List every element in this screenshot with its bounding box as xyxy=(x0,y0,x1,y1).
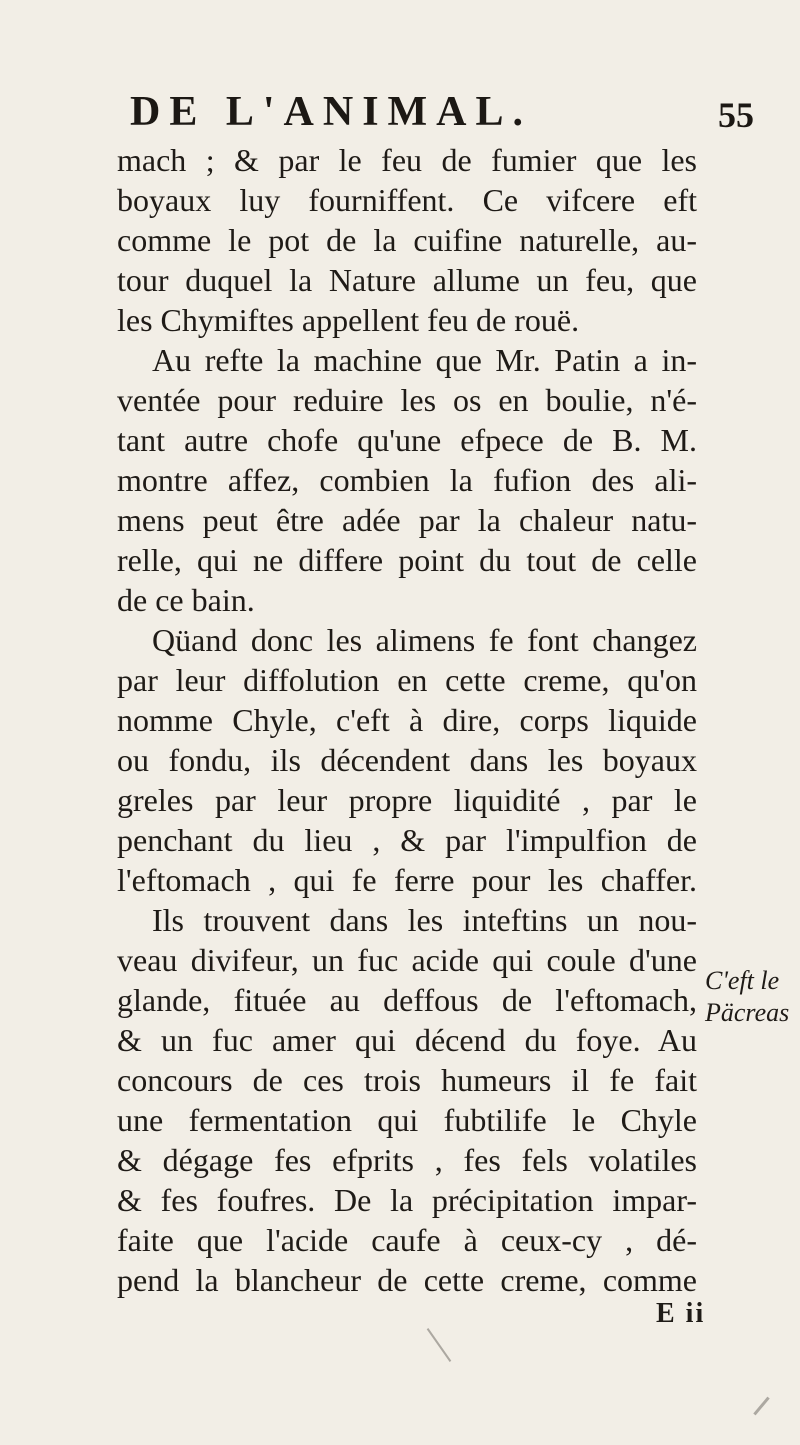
page-number: 55 xyxy=(718,95,754,135)
text-line: l'eftomach , qui fe ferre pour les chaffer. xyxy=(117,862,697,898)
text-line: greles par leur propre liquidité , par le xyxy=(117,782,697,818)
text-line: les Chymiftes appellent feu de rouë. xyxy=(117,302,580,338)
text-line: faite que l'acide caufe à ceux-cy , dé- xyxy=(117,1222,697,1258)
text-line: relle, qui ne differe point du tout de celle xyxy=(117,542,697,578)
text-line: penchant du lieu , & par l'impulfion de xyxy=(117,822,697,858)
paper-blemish xyxy=(753,1397,769,1416)
text-line: montre affez, combien la fufion des ali- xyxy=(117,462,697,498)
text-line: ventée pour reduire les os en boulie, n'é- xyxy=(117,382,697,418)
text-line: par leur diffolution en cette creme, qu'on xyxy=(117,662,697,698)
running-head-title: DE L'ANIMAL. xyxy=(130,89,533,135)
text-line: tour duquel la Nature allume un feu, que xyxy=(117,262,697,298)
text-line: tant autre chofe qu'une efpece de B. M. xyxy=(117,422,697,458)
text-line: & dégage fes efprits , fes fels volatiles xyxy=(117,1142,697,1178)
text-line: Au refte la machine que Mr. Patin a in- xyxy=(152,342,697,378)
text-line: de ce bain. xyxy=(117,582,255,618)
margin-note: Päcreas xyxy=(705,998,790,1027)
text-line: boyaux luy fourniffent. Ce vifcere eft xyxy=(117,182,697,218)
text-line: une fermentation qui fubtilife le Chyle xyxy=(117,1102,697,1138)
text-line: Qüand donc les alimens fe font changez xyxy=(152,622,697,658)
text-line: veau divifeur, un fuc acide qui coule d'une xyxy=(117,942,697,978)
text-line: ou fondu, ils décendent dans les boyaux xyxy=(117,742,697,778)
running-head xyxy=(0,88,800,138)
text-line: pend la blancheur de cette creme, comme xyxy=(117,1262,697,1298)
text-line: mach ; & par le feu de fumier que les xyxy=(117,142,697,178)
text-line: Ils trouvent dans les inteftins un nou- xyxy=(152,902,697,938)
text-line: & fes foufres. De la précipitation impar- xyxy=(117,1182,697,1218)
text-line: concours de ces trois humeurs il fe fait xyxy=(117,1062,697,1098)
text-line: & un fuc amer qui décend du foye. Au xyxy=(117,1022,697,1058)
paper-blemish xyxy=(427,1328,452,1362)
text-line: nomme Chyle, c'eft à dire, corps liquide xyxy=(117,702,697,738)
text-line: glande, fituée au deffous de l'eftomach, xyxy=(117,982,697,1018)
text-line: comme le pot de la cuifine naturelle, au- xyxy=(117,222,697,258)
signature-mark: E ii xyxy=(656,1298,706,1329)
margin-note: C'eft le xyxy=(705,966,780,995)
text-line: mens peut être adée par la chaleur natu- xyxy=(117,502,697,538)
